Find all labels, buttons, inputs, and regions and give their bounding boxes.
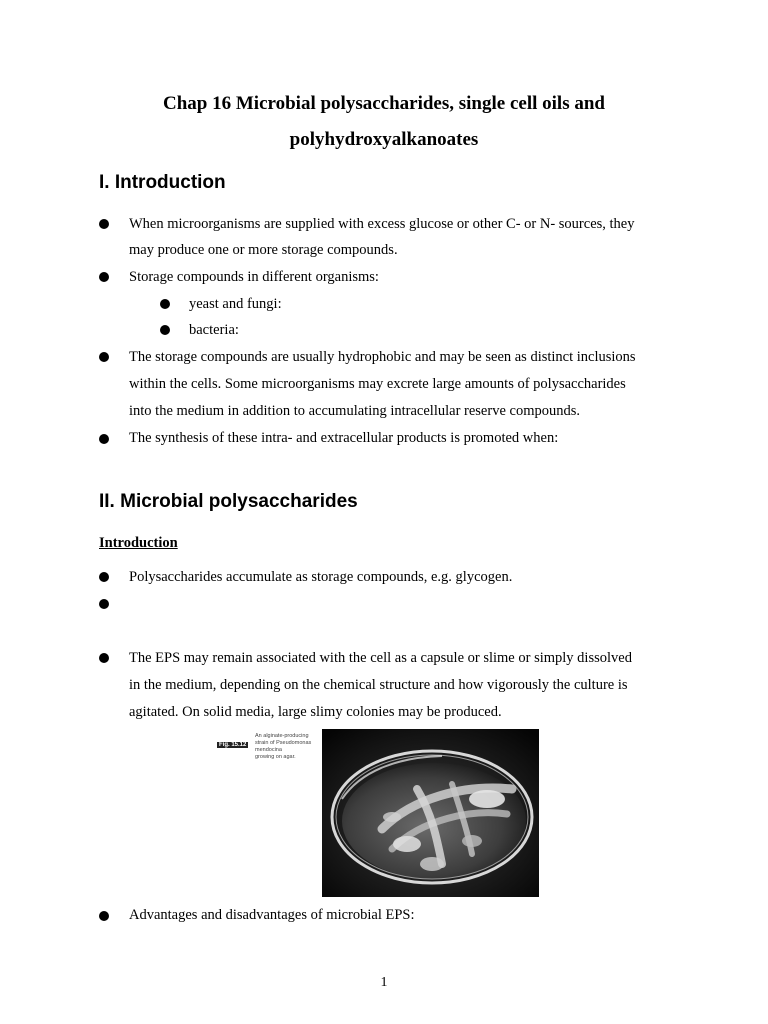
bullet-icon	[99, 653, 109, 663]
bullet-icon	[99, 599, 109, 609]
section-heading-introduction: I. Introduction	[99, 172, 226, 193]
figure-petri-dish	[217, 729, 539, 897]
bullet-icon	[99, 352, 109, 362]
sub-bullet-yeast: yeast and fungi:	[189, 296, 282, 312]
figure-caption-line: strain of Pseudomonas mendocina	[255, 740, 312, 753]
bullet-icon	[99, 272, 109, 282]
figure-caption-line: An alginate-producing	[255, 733, 309, 739]
bullet-icon	[99, 434, 109, 444]
paragraph-line: Polysaccharides accumulate as storage compounds, e.g. glycogen.	[129, 569, 513, 585]
paragraph-line: agitated. On solid media, large slimy colonies may be produced.	[129, 704, 502, 720]
bullet-icon	[99, 911, 109, 921]
page-number: 1	[380, 975, 388, 990]
bullet-icon	[160, 325, 170, 335]
paragraph-line: into the medium in addition to accumulating intracellular reserve compounds.	[129, 403, 580, 419]
subheading-introduction: Introduction	[99, 535, 178, 551]
document-title-line1: Chap 16 Microbial polysaccharides, single cell oils and	[163, 93, 605, 114]
paragraph-line: The EPS may remain associated with the cell as a capsule or slime or simply dissolved	[129, 650, 632, 666]
section-heading-microbial-polysaccharides: II. Microbial polysaccharides	[99, 491, 358, 512]
paragraph-line: Advantages and disadvantages of microbial EPS:	[129, 907, 415, 923]
paragraph-line: Storage compounds in different organisms:	[129, 269, 379, 285]
figure-label: Fig. 15.12	[219, 742, 247, 748]
paragraph-line: The storage compounds are usually hydrophobic and may be seen as distinct inclusions	[129, 349, 636, 365]
bullet-icon	[99, 572, 109, 582]
figure-caption-line: growing on agar.	[255, 754, 296, 760]
petri-dish-photo	[322, 729, 539, 897]
document-title-line2: polyhydroxyalkanoates	[289, 129, 479, 150]
sub-bullet-bacteria: bacteria:	[189, 322, 239, 338]
bullet-icon	[160, 299, 170, 309]
paragraph-line: When microorganisms are supplied with excess glucose or other C- or N- sources, they	[129, 216, 635, 232]
paragraph-line: within the cells. Some microorganisms may excrete large amounts of polysaccharides	[129, 376, 626, 392]
bullet-icon	[99, 219, 109, 229]
figure-caption	[217, 733, 317, 760]
paragraph-line: may produce one or more storage compounds.	[129, 242, 398, 258]
paragraph-line: in the medium, depending on the chemical structure and how vigorously the culture is	[129, 677, 628, 693]
paragraph-line: The synthesis of these intra- and extracellular products is promoted when:	[129, 430, 559, 446]
